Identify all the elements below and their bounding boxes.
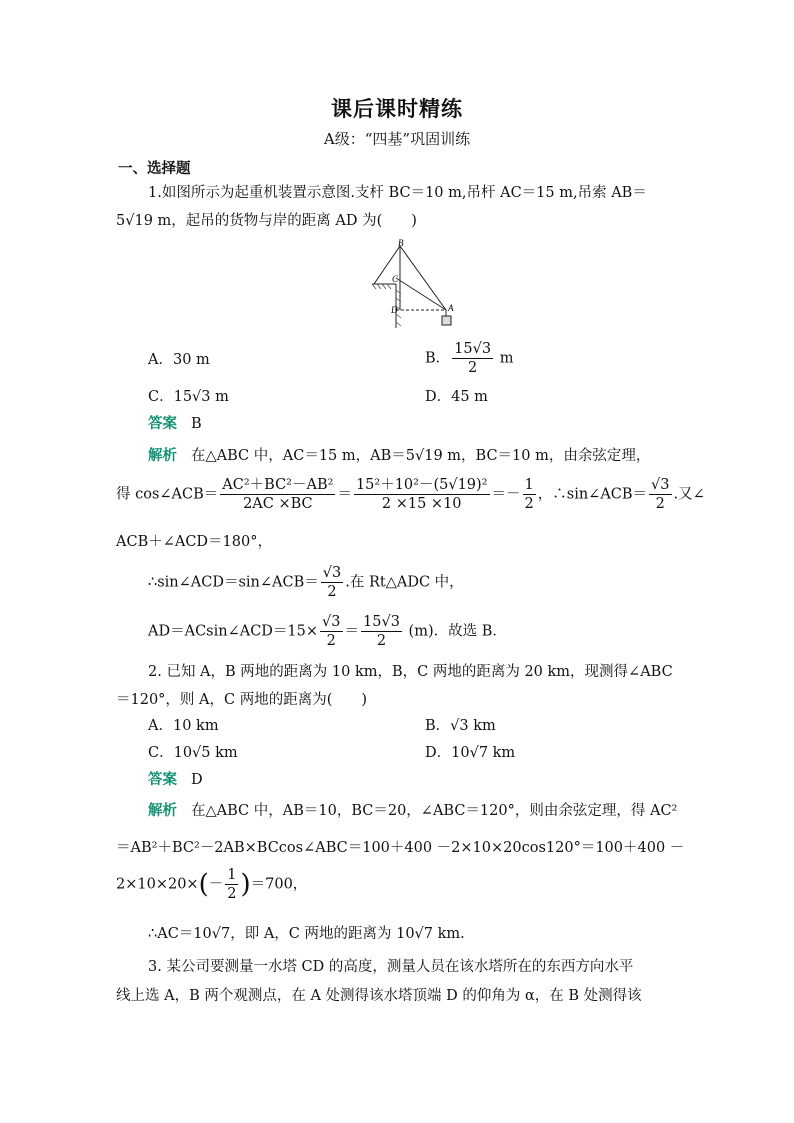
q2-option-a: A．10 km	[148, 718, 219, 734]
q1-line4-frac	[321, 564, 343, 601]
q1-answer-value: B	[191, 416, 202, 432]
q1-line4-prefix: ∴sin∠ACD＝sin∠ACB＝	[148, 574, 319, 591]
q1-line5-frac1	[320, 613, 342, 650]
page-title: 课后课时精练	[331, 96, 463, 121]
q1-frac1-num: AC²＋BC²－AB²	[222, 477, 334, 493]
q1-line2-prefix: 得 cos∠ACB＝	[116, 486, 219, 503]
q1-line5-den2: 2	[376, 633, 387, 649]
q1-sqrt3-num: √3	[651, 477, 670, 493]
q2-line3-prefix: 2×10×20×	[116, 876, 199, 893]
q2-answer-label: 答案	[148, 771, 177, 788]
q2-stem-line1: 2. 已知 A，B 两地的距离为 10 km，B，C 两地的距离为 20 km，现测得∠ABC	[148, 664, 673, 680]
label-a: A	[448, 303, 454, 313]
q3-stem-line2: 线上选 A，B 两个观测点，在 A 处测得该水塔顶端 D 的仰角为 α，在 B 处测得该	[116, 988, 642, 1004]
q1-answer	[148, 414, 202, 434]
q1-option-b-fraction	[452, 340, 493, 377]
q1-frac1	[220, 476, 335, 513]
q1-option-b-den: 2	[468, 360, 478, 376]
q1-line5-eq: ＝	[344, 623, 359, 640]
q1-line5-frac2	[361, 613, 402, 650]
q1-analysis-line1	[148, 446, 650, 466]
q1-line5-prefix: AD＝ACsin∠ACD＝15×	[148, 623, 319, 640]
q1-line2-mid: ＝－	[491, 486, 521, 503]
q1-line2-tail: ，∴sin∠ACB＝	[537, 486, 648, 503]
q1-frac2-num: 15²＋10²－(5√19)²	[355, 477, 488, 493]
q2-line3-lparen: (	[198, 869, 209, 900]
q1-line5-den1: 2	[326, 633, 336, 649]
q1-line5-num2: 15√3	[363, 614, 400, 630]
q2-analysis-line1	[148, 801, 677, 821]
q1-option-b-num: 15√3	[454, 341, 492, 357]
q1-sqrt3-frac	[649, 476, 671, 513]
q1-answer-label: 答案	[148, 415, 177, 432]
q2-option-b: B．√3 km	[425, 718, 496, 734]
q2-analysis-line3	[116, 866, 307, 903]
q2-option-d: D．10√7 km	[425, 745, 516, 761]
label-d: D	[391, 305, 398, 315]
q1-sqrt3-den: 2	[655, 496, 665, 512]
q2-line3-frac	[225, 866, 238, 903]
q2-line3-rparen: )	[240, 869, 251, 900]
q1-line2-end: .又∠	[673, 486, 705, 503]
q1-analysis-line5	[148, 613, 507, 650]
q1-option-b	[425, 340, 513, 377]
q1-analysis-line2: 得 cos∠ACB＝ $\frac{\text{AC²＋BC²－AB²}}{2AC \times BC}$ ＝ $\frac{\text{15²＋10²－(5√19)²}}{2 \times 15 \times 10}$ ＝－ $\frac{1}{2}$ ，∴sin∠ACB＝ $\frac{√3}{2}$ .又∠	[116, 477, 705, 512]
label-c: C	[392, 274, 399, 284]
q2-answer	[148, 770, 203, 790]
q1-option-d: D．45 m	[425, 389, 488, 405]
q1-line4-tail: .在 Rt△ADC 中，	[345, 574, 464, 591]
q1-analysis-line4	[148, 564, 464, 601]
crane-lines	[372, 246, 451, 328]
q1-stem-line2: 5√19 m，起吊的货物与岸的距离 AD 为( )	[116, 213, 417, 229]
q1-option-a: A．30 m	[148, 352, 210, 368]
q2-stem-line2: ＝120°，则 A，C 两地的距离为( )	[116, 692, 368, 708]
section-heading: 一、选择题	[118, 160, 191, 177]
q2-line3-den: 2	[227, 886, 237, 902]
q3-stem-line1: 3. 某公司要测量一水塔 CD 的高度，测量人员在该水塔所在的东西方向水平	[148, 959, 634, 975]
q2-line3-minus: －	[208, 876, 224, 893]
q1-half-den: 2	[524, 496, 534, 512]
q2-option-c: C．10√5 km	[148, 745, 238, 761]
q1-frac2	[354, 476, 490, 513]
q1-line4-den: 2	[327, 584, 337, 600]
q1-analysis-label: 解析	[148, 447, 177, 464]
q1-stem-line1: 1.如图所示为起重机装置示意图.支杆 BC＝10 m,吊杆 AC＝15 m,吊索 AB＝	[148, 185, 647, 201]
q2-analysis-text1: 在△ABC 中，AB＝10，BC＝20，∠ABC＝120°，则由余弦定理，得 AC²	[191, 803, 678, 819]
q2-answer-value: D	[191, 772, 203, 788]
q1-line5-num1: √3	[322, 614, 341, 630]
q1-half-num: 1	[524, 477, 534, 493]
q1-analysis-text1: 在△ABC 中，AC＝15 m，AB＝5√19 m，BC＝10 m，由余弦定理，	[191, 448, 651, 464]
q1-half	[523, 476, 536, 513]
q1-line4-num: √3	[322, 565, 342, 581]
q1-frac2-den: 2 ×15 ×10	[381, 496, 462, 512]
page-subtitle: A级：“四基”巩固训练	[323, 130, 471, 148]
q1-analysis-line3: ACB＋∠ACD＝180°，	[116, 534, 272, 550]
q1-frac1-den: 2AC ×BC	[243, 496, 313, 512]
q2-line3-tail: ＝700，	[250, 876, 308, 893]
q1-option-b-prefix: B．	[425, 350, 451, 367]
q2-analysis-line4: ∴AC＝10√7，即 A，C 两地的距离为 10√7 km.	[148, 926, 465, 942]
crane-diagram	[366, 238, 462, 330]
q2-line3-num: 1	[227, 867, 237, 883]
q2-analysis-label: 解析	[148, 802, 177, 819]
q1-option-c: C．15√3 m	[148, 389, 229, 405]
q1-line5-tail: (m)．故选 B．	[408, 623, 507, 640]
q2-analysis-line2: ＝AB²＋BC²－2AB×BCcos∠ABC＝100＋400 －2×10×20cos120°＝100＋400 －	[116, 840, 685, 856]
q1-option-b-unit: m	[499, 350, 514, 367]
label-b: B	[398, 238, 404, 248]
